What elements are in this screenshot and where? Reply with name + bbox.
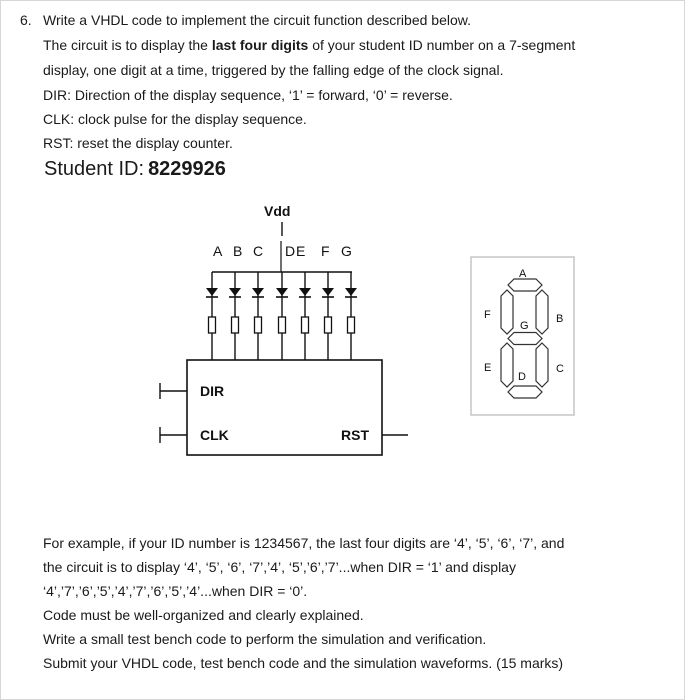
vdd-label: Vdd: [264, 203, 291, 219]
resistor-c: [255, 317, 262, 333]
line2-bold: last four digits: [211, 37, 309, 53]
dir-label: DIR: [200, 383, 225, 399]
resistor-b: [232, 317, 239, 333]
led-e-icon: [299, 288, 311, 296]
question-line-3: display, one digit at a time, triggered by the falling edge of the clock signal.: [43, 62, 504, 78]
display-label-b: B: [556, 313, 564, 325]
footer-line-3: ‘4’,’7’,’6’,’5’,’4’,’7’,’6’,’5’,’4’...when DIR = ‘0’.: [43, 583, 308, 599]
segment-e: [501, 343, 513, 387]
question-line-4: DIR: Direction of the display sequence, ‘1’ = forward, ‘0’ = reverse.: [43, 87, 453, 103]
led-d-icon: [276, 288, 288, 296]
clk-label: CLK: [200, 427, 229, 443]
student-id-label: Student ID:: [44, 158, 145, 180]
seg-label-c: C: [253, 243, 264, 259]
question-line-5: CLK: clock pulse for the display sequence.: [43, 111, 307, 127]
question-number: 6.: [20, 12, 32, 28]
line2-pre: The circuit is to display the: [43, 37, 212, 53]
segment-d: [508, 386, 542, 398]
segment-f: [501, 290, 513, 334]
led-g-icon: [345, 288, 357, 296]
resistor-f: [325, 317, 332, 333]
footer-line-2: the circuit is to display ‘4’, ‘5’, ‘6’, ‘7’,’4’, ‘5’,’6’,’7’...when DIR = ‘1’ and display: [43, 559, 516, 575]
display-label-g: G: [520, 320, 529, 332]
segment-g: [508, 333, 542, 345]
segment-b: [536, 290, 548, 334]
footer-line-5: Write a small test bench code to perform the simulation and verification.: [43, 631, 487, 647]
branch-a: [206, 272, 218, 360]
branch-f: [322, 272, 334, 360]
display-label-d: D: [518, 371, 526, 383]
seg-label-d: D: [285, 243, 296, 259]
seg-label-b: B: [233, 243, 243, 259]
display-label-c: C: [556, 363, 564, 375]
seven-segment-display: [471, 257, 574, 415]
question-line-1: Write a VHDL code to implement the circuit function described below.: [43, 12, 471, 28]
line2-post: of your student ID number on a 7-segment: [308, 37, 576, 53]
segment-a: [508, 279, 542, 291]
branch-e: [299, 272, 311, 360]
branch-g: [345, 272, 357, 360]
footer-line-6: Submit your VHDL code, test bench code and the simulation waveforms. (15 marks): [43, 655, 564, 671]
segment-c: [536, 343, 548, 387]
seg-label-g: G: [341, 243, 352, 259]
led-f-icon: [322, 288, 334, 296]
seg-label-a: A: [213, 243, 223, 259]
led-a-icon: [206, 288, 218, 296]
branch-d: [276, 272, 288, 360]
seg-label-f: F: [321, 243, 330, 259]
led-b-icon: [229, 288, 241, 296]
display-label-f: F: [484, 309, 491, 321]
footer-line-1: For example, if your ID number is 1234567, the last four digits are ‘4’, ‘5’, ‘6’, ‘7’, and: [43, 535, 565, 551]
led-c-icon: [252, 288, 264, 296]
student-id-value: 8229926: [148, 158, 226, 180]
display-frame: [471, 257, 574, 415]
question-line-6: RST: reset the display counter.: [43, 135, 233, 151]
branch-b: [229, 272, 241, 360]
resistor-e: [302, 317, 309, 333]
seg-label-e: E: [296, 243, 306, 259]
resistor-a: [209, 317, 216, 333]
resistor-g: [348, 317, 355, 333]
branch-c: [252, 272, 264, 360]
display-label-a: A: [519, 268, 527, 280]
footer-line-4: Code must be well-organized and clearly explained.: [43, 607, 364, 623]
display-label-e: E: [484, 362, 492, 374]
resistor-d: [279, 317, 286, 333]
rst-label: RST: [341, 427, 369, 443]
